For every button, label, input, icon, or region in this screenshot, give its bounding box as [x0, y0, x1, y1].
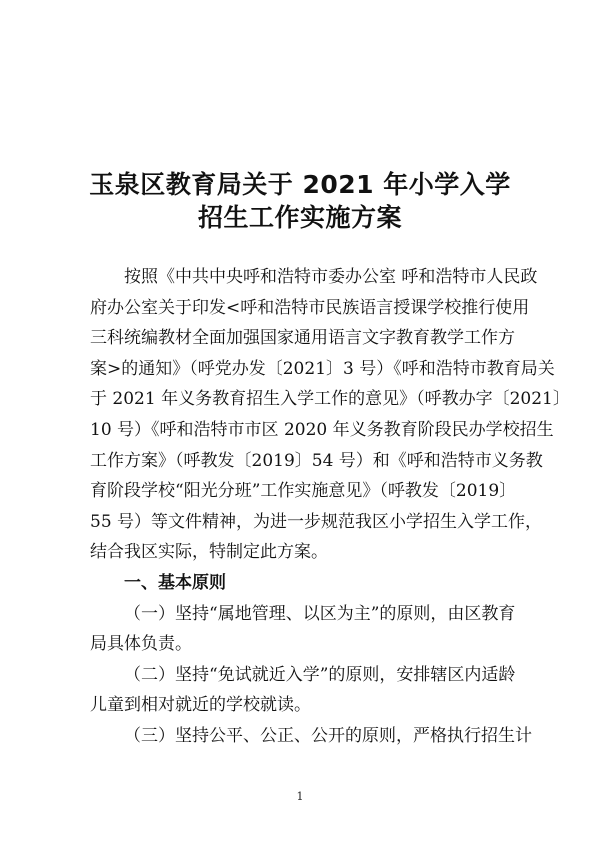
- document-title-line-1: 玉泉区教育局关于 2021 年小学入学: [89, 170, 511, 199]
- intro-line: 三科统编教材全面加强国家通用语言文字教育教学工作方: [90, 328, 515, 349]
- document-body: [90, 262, 570, 752]
- intro-line: 按照《中共中央呼和浩特市委办公室 呼和浩特市人民政: [124, 267, 538, 287]
- intro-line: 55 号）等文件精神，为进一步规范我区小学招生入学工作，: [90, 511, 543, 532]
- document-title-line-2: 招生工作实施方案: [197, 203, 402, 232]
- intro-line: 结合我区实际，特制定此方案。: [90, 542, 328, 563]
- intro-line: 育阶段学校“阳光分班”工作实施意见》（呼教发〔2019〕: [90, 481, 517, 502]
- principle-line: （三）坚持公平、公正、公开的原则，严格执行招生计: [124, 725, 532, 746]
- intro-line: 10 号）《呼和浩特市市区 2020 年义务教育阶段民办学校招生: [90, 419, 554, 440]
- principle-line: 局具体负责。: [90, 634, 192, 655]
- page-number: 1: [296, 790, 304, 803]
- intro-line: 府办公室关于印发<呼和浩特市民族语言授课学校推行使用: [90, 297, 530, 318]
- intro-line: 工作方案》（呼教发〔2019〕54 号）和《呼和浩特市义务教: [90, 450, 543, 471]
- principle-line: （一）坚持“属地管理、以区为主”的原则，由区教育: [124, 603, 516, 624]
- intro-line: 案>的通知》（呼党办发〔2021〕3 号）《呼和浩特市教育局关: [90, 358, 555, 379]
- intro-line: 于 2021 年义务教育招生入学工作的意见》（呼教办字〔2021〕: [90, 389, 570, 410]
- principle-line: （二）坚持“免试就近入学”的原则，安排辖区内适龄: [124, 664, 516, 685]
- principle-line: 儿童到相对就近的学校就读。: [90, 695, 311, 716]
- section-heading: 一、基本原则: [124, 572, 226, 593]
